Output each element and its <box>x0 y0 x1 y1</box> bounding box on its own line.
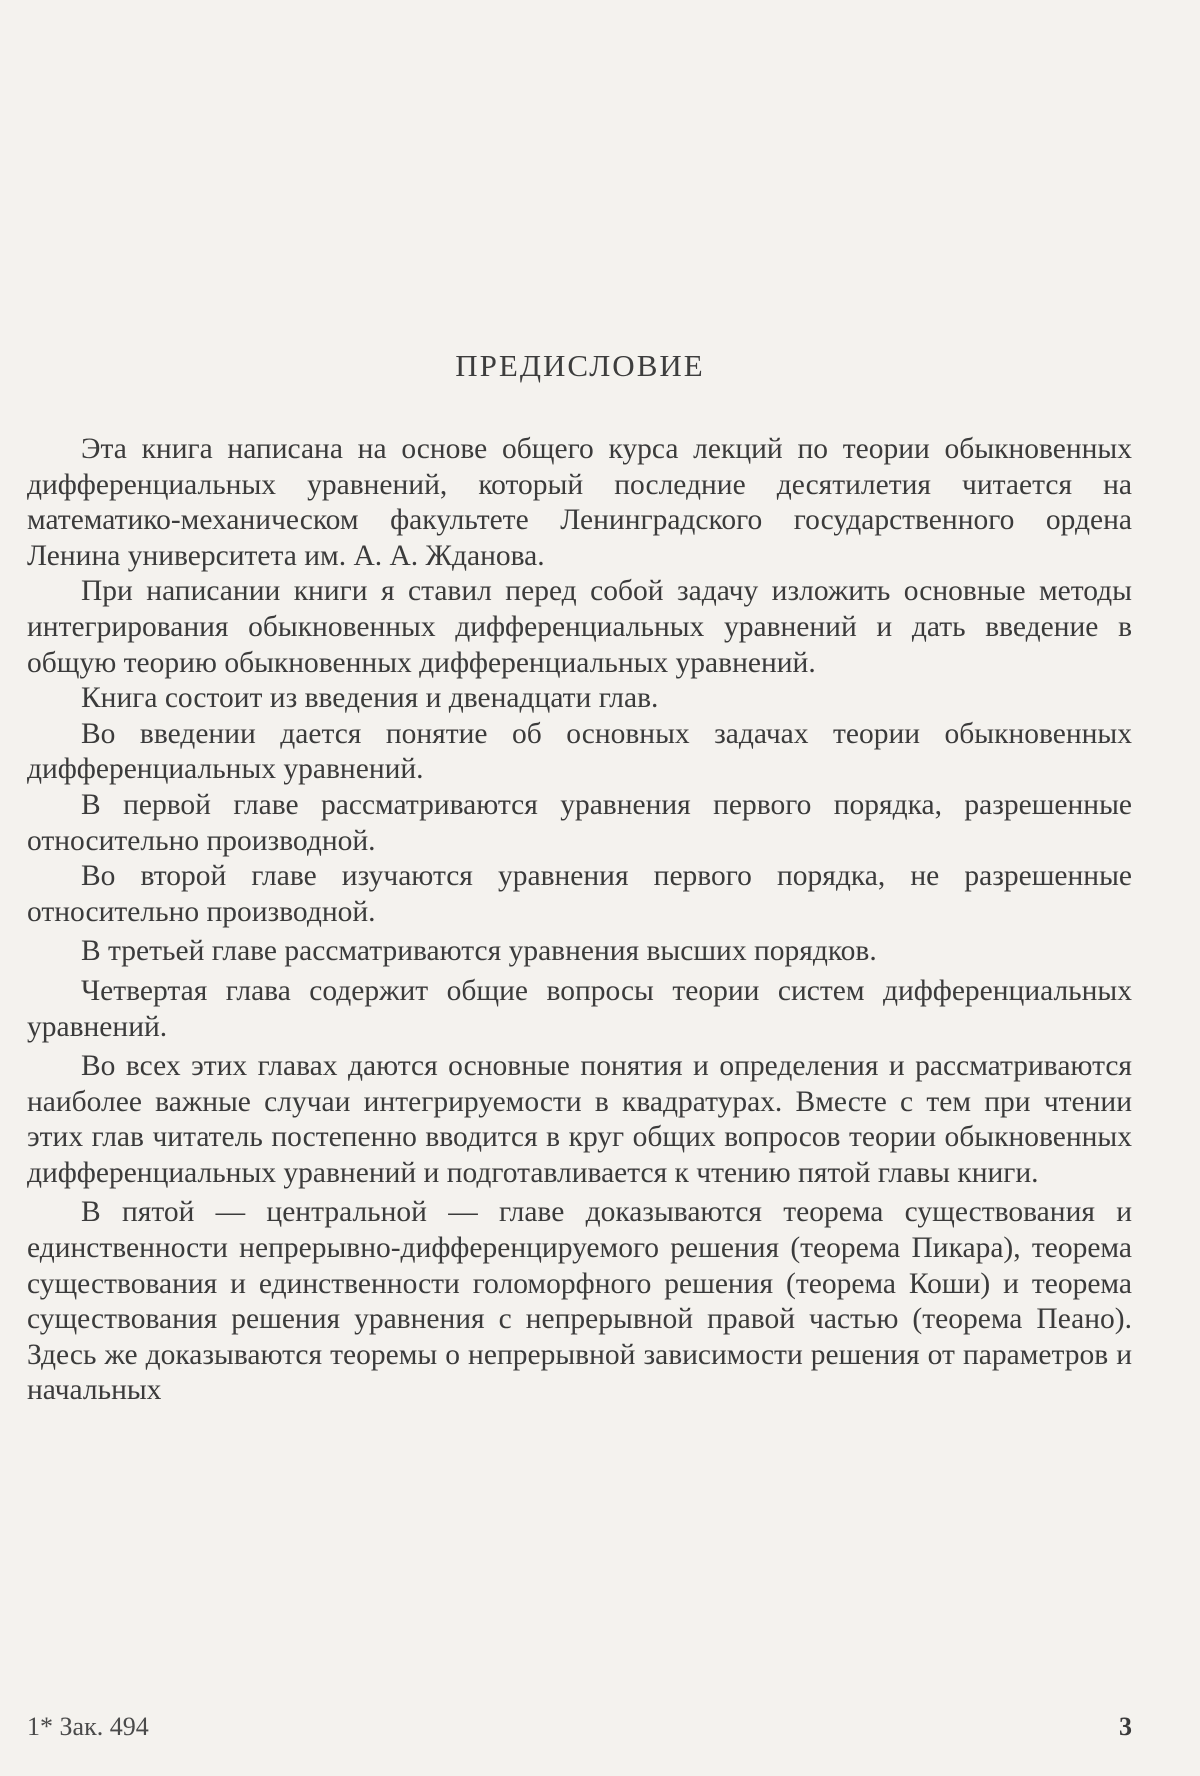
paragraph-2: При написании книги я ставил перед собой задачу изложить основные методы интегрирования обыкновенных дифференциальных уравнений и дать введение в общую теорию обыкновенных дифференциальных уравнений. <box>27 575 1132 679</box>
paragraph-4: Во введении дается понятие об основных задачах теории обыкновенных дифференциальных уравнений. <box>27 717 1132 786</box>
paragraph-6: Во второй главе изучаются уравнения первого порядка, не разрешенные относительно производной. <box>27 860 1132 928</box>
page-title: ПРЕДИСЛОВИЕ <box>455 348 705 383</box>
page-number: 3 <box>1119 1712 1132 1741</box>
paragraph-7: В третьей главе рассматриваются уравнения высших порядков. <box>81 935 877 968</box>
paragraph-8: Четвертая глава содержит общие вопросы теории систем дифференциальных уравнений. <box>27 974 1132 1043</box>
paragraph-3: Книга состоит из введения и двенадцати глав. <box>81 682 659 715</box>
paragraph-9: Во всех этих главах даются основные понятия и определения и рассматриваются наиболее важные случаи интегрируемости в квадратурах. Вместе с тем при чтении этих глав читатель постепенно вводится в круг общих вопросов теории обыкновенных дифференциальных уравнений и подготавливается к чтению пятой главы книги. <box>27 1050 1132 1189</box>
paragraph-1: Эта книга написана на основе общего курса лекций по теории обыкновенных дифференциальных уравнений, который последние десятилетия читается на математико-механическом факультете Ленинградского государственного ордена Ленина университета им. А. А. Жданова. <box>27 433 1132 572</box>
paragraph-10: В пятой — центральной — главе доказываются теорема существования и единственности непрерывно-дифференцируемого решения (теорема Пикара), теорема существования и единственности голоморфного решения (теорема Коши) и теорема существования решения уравнения с непрерывной правой частью (теорема Пеано). Здесь же доказываются теоремы о непрерывной зависимости решения от параметров и начальных <box>27 1196 1132 1407</box>
printer-signature: 1* Зак. 494 <box>27 1712 149 1741</box>
paragraph-5: В первой главе рассматриваются уравнения первого порядка, разрешенные относительно производной. <box>27 788 1132 857</box>
preface-body <box>27 432 1132 1409</box>
